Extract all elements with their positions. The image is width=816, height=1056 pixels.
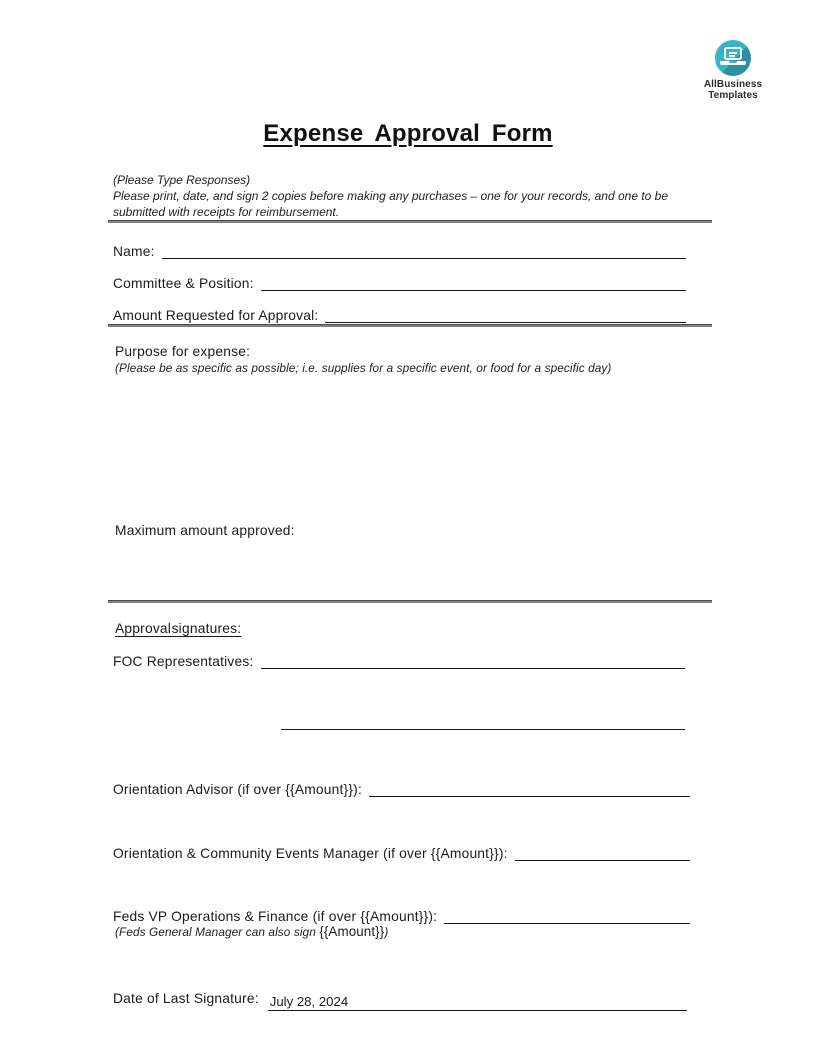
orientation-advisor-label: Orientation Advisor (if over {{Amount}}): (113, 782, 363, 797)
laptop-screen (724, 47, 742, 60)
name-field-row (113, 243, 686, 260)
intro-notes (113, 172, 679, 220)
print-sign-instructions: Please print, date, and sign 2 copies before making any purchases – one for your records, and one to be submitted with receipts for reimbursement. (113, 189, 669, 219)
vp-finance-signature-line[interactable] (444, 911, 690, 924)
feds-note-amount-placeholder: {{Amount}} (319, 924, 385, 939)
events-manager-label: Orientation & Community Events Manager (if over {{Amount}}): (113, 846, 508, 861)
laptop-icon (715, 40, 751, 76)
feds-note-prefix: (Feds General Manager can also sign (115, 925, 320, 939)
logo-text-line2: Templates (708, 90, 758, 101)
maximum-amount-input-area[interactable] (115, 540, 685, 585)
logo-text-line1: AllBusiness (703, 79, 763, 90)
amount-requested-label: Amount Requested for Approval: (113, 308, 319, 323)
committee-field-row (113, 275, 686, 292)
section-divider (108, 220, 712, 223)
feds-note-suffix: ) (384, 925, 389, 939)
name-label: Name: (113, 244, 155, 259)
maximum-amount-label: Maximum amount approved: (115, 523, 295, 538)
vp-finance-row (113, 908, 690, 925)
approval-signatures-heading: Approval signatures: (115, 621, 242, 636)
foc-representatives-row (113, 653, 685, 670)
date-of-last-signature-row (113, 990, 687, 1008)
laptop-notch (729, 61, 737, 63)
committee-position-label: Committee & Position: (113, 276, 254, 291)
purpose-specific-note: (Please be as specific as possible; i.e. supplies for a specific event, or food for a specific day) (115, 361, 612, 375)
events-manager-signature-line[interactable] (515, 848, 690, 861)
form-title: Expense Approval Form (263, 120, 553, 147)
events-manager-row (113, 845, 690, 862)
foc-representatives-signature-line[interactable] (261, 656, 686, 669)
vp-finance-label: Feds VP Operations & Finance (if over {{Amount}}): (113, 909, 438, 924)
type-responses-note: (Please Type Responses) (113, 173, 251, 187)
committee-position-input-line[interactable] (261, 278, 686, 291)
orientation-advisor-signature-line[interactable] (369, 784, 690, 797)
amount-requested-input-line[interactable] (325, 310, 686, 323)
section-divider (108, 600, 712, 603)
amount-requested-field-row (113, 307, 686, 324)
allbusiness-templates-logo (699, 40, 767, 101)
name-input-line[interactable] (162, 246, 686, 259)
orientation-advisor-row (113, 781, 690, 798)
purpose-label: Purpose for expense: (115, 344, 251, 359)
feds-general-manager-note (115, 924, 388, 939)
date-of-last-signature-label: Date of Last Signature: (113, 991, 259, 1006)
foc-representatives-label: FOC Representatives: (113, 654, 254, 669)
date-of-last-signature-value[interactable]: July 28, 2024 (268, 993, 687, 1011)
foc-representatives-signature-line-2[interactable] (281, 714, 685, 730)
section-divider (108, 324, 712, 327)
purpose-input-area[interactable] (115, 380, 685, 500)
